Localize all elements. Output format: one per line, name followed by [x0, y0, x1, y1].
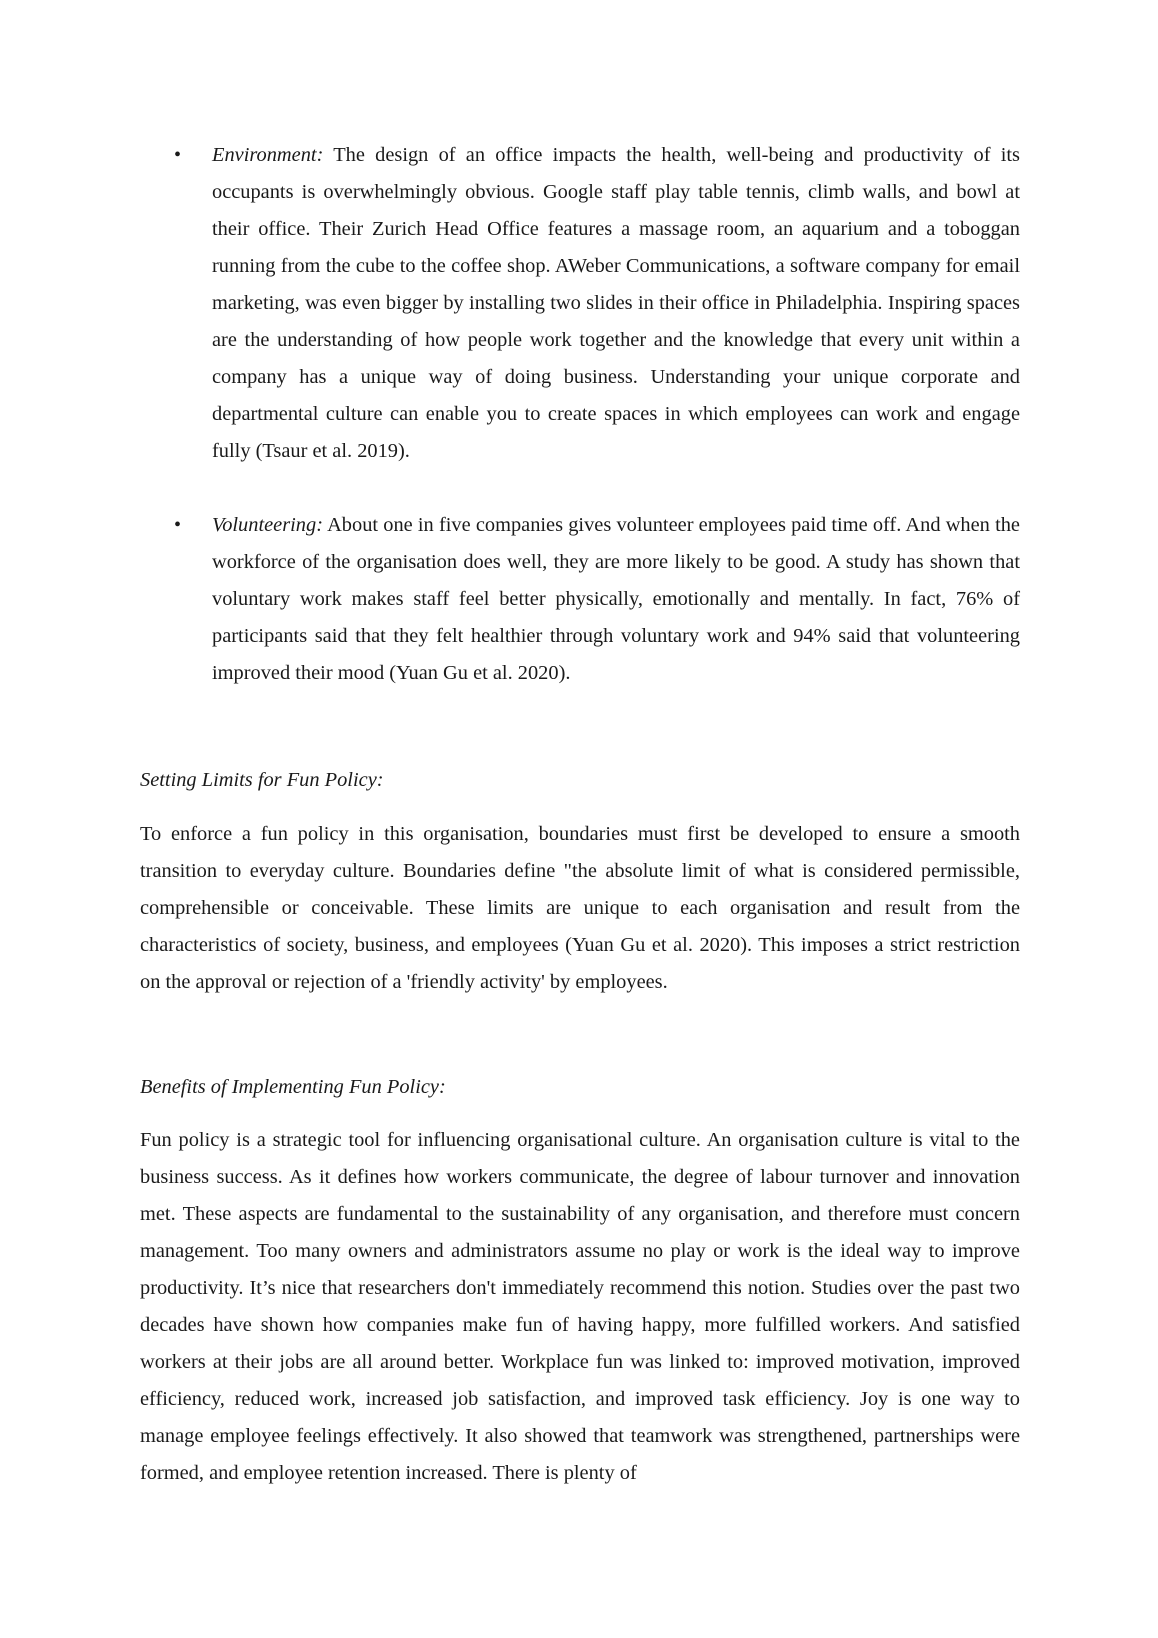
page-content [140, 137, 1020, 1492]
section-paragraph-benefits: Fun policy is a strategic tool for influencing organisational culture. An organisation culture is vital to the business success. As it defines how workers communicate, the degree of labour turnover and innovation met. These aspects are fundamental to the sustainability of any organisation, and therefore must concern management. Too many owners and administrators assume no play or work is the ideal way to improve productivity. It’s nice that researchers don't immediately recommend this notion. Studies over the past two decades have shown how companies make fun of having happy, more fulfilled workers. And satisfied workers at their jobs are all around better. Workplace fun was linked to: improved motivation, improved efficiency, reduced work, increased job satisfaction, and improved task efficiency. Joy is one way to manage employee feelings effectively. It also showed that teamwork was strengthened, partnerships were formed, and employee retention increased. There is plenty of [140, 1129, 1020, 1484]
section-heading-limits: Setting Limits for Fun Policy: [140, 769, 384, 791]
bullet-lead-term: Volunteering: [212, 514, 323, 536]
bullet-text: The design of an office impacts the health, well-being and productivity of its occupants is overwhelmingly obvious. Google staff play table tennis, climb walls, and bowl at their office. Their Zurich Head Office features a massage room, an aquarium and a toboggan running from the cube to the coffee shop. AWeber Communications, a software company for email marketing, was even bigger by installing two slides in their office in Philadelphia. Inspiring spaces are the understanding of how people work together and the knowledge that every unit within a company has a unique way of doing business. Understanding your unique corporate and departmental culture can enable you to create spaces in which employees can work and engage fully (Tsaur et al. 2019). [212, 144, 1020, 462]
bullet-lead-term: Environment: [212, 144, 324, 166]
bullet-text: About one in five companies gives volunteer employees paid time off. And when the workforce of the organisation does well, they are more likely to be good. A study has shown that voluntary work makes staff feel better physically, emotionally and mentally. In fact, 76% of participants said that they felt healthier through voluntary work and 94% said that volunteering improved their mood (Yuan Gu et al. 2020). [212, 514, 1020, 684]
bullet-dot-icon: • [174, 144, 182, 166]
section-heading-benefits: Benefits of Implementing Fun Policy: [140, 1076, 446, 1098]
bullet-environment [140, 137, 1020, 470]
section-paragraph-limits: To enforce a fun policy in this organisation, boundaries must first be developed to ensure a smooth transition to everyday culture. Boundaries define "the absolute limit of what is considered permissible, comprehensible or conceivable. These limits are unique to each organisation and result from the characteristics of society, business, and employees (Yuan Gu et al. 2020). This imposes a strict restriction on the approval or rejection of a 'friendly activity' by employees. [140, 823, 1020, 993]
bullet-dot-icon: • [174, 514, 182, 536]
bullet-volunteering [140, 507, 1020, 692]
